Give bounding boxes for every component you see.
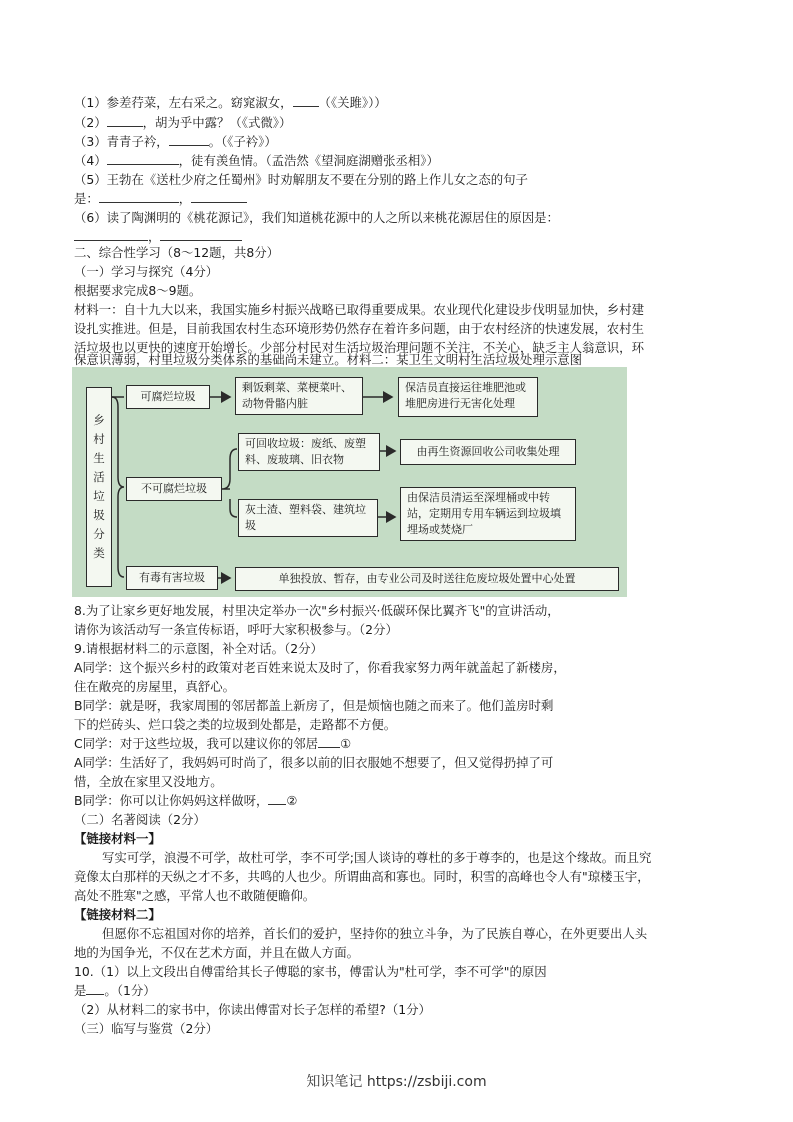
sub-heading-3: （三）临写与鉴赏（2分） bbox=[74, 1021, 219, 1036]
item-recyclables: 可回收垃圾：废纸、废塑料、废玻璃、旧衣物 bbox=[238, 433, 380, 471]
answer-blank[interactable] bbox=[107, 152, 179, 165]
dialog-b1: B同学：就是呀，我家周围的邻居都盖上新房了，但是烦恼也随之而来了。他们盖房时剩 bbox=[74, 698, 554, 713]
link-material-2-line: 但愿你不忘祖国对你的培养，首长们的爱护，坚持你的独立斗争，为了民族自尊心，在外更要出人头 bbox=[102, 926, 648, 941]
dialog-a2: A同学：生活好了，我妈妈可时尚了，很多以前的旧衣服她不想要了，但又觉得扔掉了可 bbox=[74, 755, 554, 770]
answer-blank[interactable] bbox=[191, 190, 247, 203]
q8-line: 请你为该活动写一条宣传标语，呼吁大家积极参与。（2分） bbox=[74, 622, 398, 637]
section-2-heading: 二、综合性学习（8～12题，共8分） bbox=[74, 245, 280, 260]
dialog-a2: 惜，全放在家里又没地方。 bbox=[74, 774, 223, 789]
link-material-2-heading: 【链接材料二】 bbox=[74, 907, 161, 922]
requirement: 根据要求完成8～9题。 bbox=[74, 283, 202, 298]
q7-line-6b: ， bbox=[74, 227, 242, 246]
q10-line-2: （2）从材料二的家书中，你读出傅雷对长子怎样的希望?（1分） bbox=[74, 1002, 431, 1017]
process-recycle: 由再生资源回收公司收集处理 bbox=[400, 439, 576, 465]
dialog-c1: C同学：对于这些垃圾，我可以建议你的邻居 ① bbox=[74, 736, 352, 751]
sub-heading-2: （二）名著阅读（2分） bbox=[74, 812, 206, 827]
q7-line-1: （1）参差荇菜，左右采之。窈窕淑女， （《关雎》）） bbox=[74, 95, 387, 110]
answer-blank[interactable] bbox=[293, 94, 319, 107]
dialog-b2: B同学：你可以让你妈妈这样做呀， ② bbox=[74, 793, 298, 808]
process-compost: 保洁员直接运往堆肥池或堆肥房进行无害化处理 bbox=[398, 377, 538, 417]
answer-blank[interactable] bbox=[160, 228, 242, 241]
site-footer: 知识笔记 https://zsbiji.com bbox=[306, 1074, 487, 1090]
sub-heading-1: （一）学习与探究（4分） bbox=[74, 264, 219, 279]
process-landfill: 由保洁员清运至深埋桶或中转站，定期用专用车辆运到垃圾填埋场或焚烧厂 bbox=[400, 487, 576, 541]
q7-line-6: （6）读了陶渊明的《桃花源记》，我们知道桃花源中的人之所以来桃花源居住的原因是： bbox=[74, 210, 559, 225]
q10-line: 10.（1）以上文段出自傅雷给其长子傅聪的家书，傅雷认为"杜可学，李不可学"的原因 bbox=[74, 964, 547, 979]
answer-blank[interactable] bbox=[169, 133, 209, 146]
q8-line: 8.为了让家乡更好地发展，村里决定举办一次"乡村振兴·低碳环保比翼齐飞"的宣讲活动， bbox=[74, 603, 560, 618]
q10-line: 是 。（1分） bbox=[74, 983, 156, 998]
q7-line-5b: 是： ， bbox=[74, 189, 247, 208]
answer-blank[interactable] bbox=[99, 190, 179, 203]
material-1-line: 活垃圾也以更快的速度开始增长。少部分村民对生活垃圾治理问题不关注，不关心，缺乏主人翁意识，环 bbox=[74, 340, 644, 355]
dialog-a1: A同学：这个振兴乡村的政策对老百姓来说太及时了，你看我家努力两年就盖起了新楼房， bbox=[74, 660, 566, 675]
link-material-2-line: 地的为国争光，不仅在艺术方面，并且在做人方面。 bbox=[74, 945, 359, 960]
q7-line-4: （4） ，徒有羡鱼情。（孟浩然《望洞庭湖赠张丞相》） bbox=[74, 153, 439, 168]
item-hazardous-disposal: 单独投放、暂存，由专业公司及时送往危废垃圾处置中心处置 bbox=[235, 567, 619, 591]
material-1-line: 材料一：自十九大以来，我国实施乡村振兴战略已取得重要成果。农业现代化建设步伐明显加快，乡村建 bbox=[74, 302, 644, 317]
link-material-1-line: 写实可学，浪漫不可学，故杜可学，李不可学;国人谈诗的尊杜的多于尊李的，也是这个缘故。而且究 bbox=[102, 850, 652, 865]
category-compostable: 可腐烂垃圾 bbox=[126, 385, 210, 409]
dialog-b1: 下的烂砖头、烂口袋之类的垃圾到处都是，走路都不方便。 bbox=[74, 717, 397, 732]
category-non-compostable: 不可腐烂垃圾 bbox=[126, 477, 222, 501]
garbage-classification-diagram bbox=[72, 367, 627, 597]
q7-line-3: （3）青青子衿， 。（《子衿》） bbox=[74, 134, 277, 149]
category-hazardous: 有毒有害垃圾 bbox=[126, 566, 218, 590]
answer-blank[interactable] bbox=[268, 792, 286, 805]
item-other-waste: 灰土渣、塑料袋、建筑垃圾 bbox=[238, 499, 378, 537]
material-1-line: 保意识薄弱，村里垃圾分类体系的基础尚未建立。材料二：某卫生文明村生活垃圾处理示意图 bbox=[74, 352, 583, 367]
item-food-waste: 剩饭剩菜、菜梗菜叶、动物骨骼内脏 bbox=[235, 377, 363, 415]
root-label: 乡 村 生 活 垃 圾 分 类 bbox=[86, 387, 112, 587]
dialog-a1: 住在敞亮的房屋里，真舒心。 bbox=[74, 679, 236, 694]
link-material-1-line: 高处不胜寒"之感，平常人也不敢随便瞻仰。 bbox=[74, 888, 316, 903]
link-material-1-line: 竟像太白那样的天纵之才不多，共鸣的人也少。所谓曲高和寡也。同时，积雪的高峰也令人有"琼楼玉宇， bbox=[74, 869, 650, 884]
q9-line: 9.请根据材料二的示意图，补全对话。（2分） bbox=[74, 641, 323, 656]
material-1-line: 设扎实推进。但是，目前我国农村生态环境形势仍然存在着许多问题，由于农村经济的快速发展，农村生 bbox=[74, 321, 644, 336]
answer-blank[interactable] bbox=[107, 114, 143, 127]
answer-blank[interactable] bbox=[86, 982, 104, 995]
answer-blank[interactable] bbox=[74, 228, 148, 241]
link-material-1-heading: 【链接材料一】 bbox=[74, 831, 161, 846]
q7-line-5: （5）王勃在《送杜少府之任蜀州》时劝解朋友不要在分别的路上作儿女之态的句子 bbox=[74, 172, 528, 187]
answer-blank[interactable] bbox=[318, 735, 340, 748]
q7-line-2: （2） ，胡为乎中露？（《式微》） bbox=[74, 115, 292, 130]
